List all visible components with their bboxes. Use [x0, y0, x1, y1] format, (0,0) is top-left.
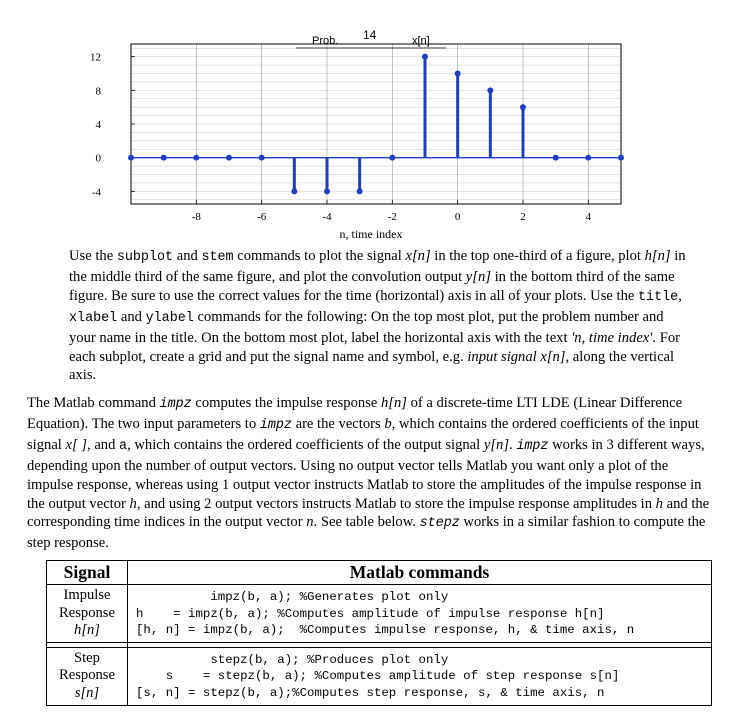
title-signal: x[n]	[412, 35, 430, 47]
stem-marker	[259, 155, 265, 161]
plot-grid	[131, 44, 621, 204]
stem-marker	[487, 87, 493, 93]
stem-marker	[422, 54, 428, 60]
y-tick-label: 0	[95, 152, 101, 165]
commands-impulse: impz(b, a); %Generates plot only h = impz(b, a); %Computes amplitude of impulse response h[n] [h, n] = impz(b, a); %Computes impulse response, h, & time axis, n	[128, 585, 712, 643]
table-row-step	[47, 647, 712, 705]
signal-impulse: Impulse Response h[n]	[47, 585, 128, 643]
x-tick-label: -6	[257, 211, 267, 223]
header-signal: Signal	[47, 561, 128, 585]
stem-marker	[193, 155, 199, 161]
stem-marker	[389, 155, 395, 161]
stem-marker	[455, 70, 461, 76]
matlab-commands-table	[46, 560, 712, 706]
y-tick-label: 8	[95, 85, 101, 98]
stem-marker	[618, 155, 624, 161]
commands-step: stepz(b, a); %Produces plot only s = stepz(b, a); %Computes amplitude of step response s[n] [s, n] = stepz(b, a);%Computes step response, s, & time axis, n	[128, 647, 712, 705]
instructions-paragraph: Use the subplot and stem commands to plot the signal x[n] in the top one-third of a figure, plot h[n] in the middle third of the same figure, and plot the convolution output y[n] in the bottom third of the same figure. Be sure to use the correct values for the time (horizontal) axis in all of your plots. Use the title, xlabel and ylabel commands for the following: On the top most plot, put the problem number and your name in the title. On the bottom most plot, label the horizontal axis with the text 'n, time index'. For each subplot, create a grid and put the signal name and symbol, e.g. input signal x[n], along the vertical axis.	[69, 248, 686, 384]
title-prob: Prob.	[312, 35, 339, 47]
x-axis-label: n, time index	[339, 227, 403, 241]
stem-plot	[0, 0, 736, 245]
x-tick-label: 0	[454, 211, 461, 223]
stem-marker	[161, 155, 167, 161]
y-tick-label: -4	[91, 186, 101, 199]
impz-description-paragraph: The Matlab command impz computes the impulse response h[n] of a discrete-time LTI LDE (Linear Difference Equation). The two input parameters to impz are the vectors b, which contains the ordered coefficients of the input signal x[ ], and a, which contains the ordered coefficients of the output signal y[n]. impz works in 3 different ways, depending upon the number of output vectors. Using no output vector tells Matlab you want only a plot of the impulse response, whereas using 1 output vector instructs Matlab to store the amplitudes of the impulse response in the output vector h, and using 2 output vectors instructs Matlab to store the impulse response amplitudes in h and the corresponding time indices in the output vector n. See table below. stepz works in a similar fashion to compute the step response.	[27, 395, 710, 552]
signal-step: Step Response s[n]	[47, 647, 128, 705]
x-tick-label: 4	[585, 211, 592, 223]
x-tick-label: -4	[322, 211, 332, 223]
stem-marker	[128, 155, 134, 161]
stem-marker	[520, 104, 526, 110]
table-row-impulse	[47, 585, 712, 643]
x-tick-label: -8	[191, 211, 201, 223]
x-tick-label: -2	[387, 211, 397, 223]
y-tick-label: 4	[95, 119, 101, 131]
stem-marker	[553, 155, 559, 161]
table-header-row	[47, 561, 712, 585]
x-tick-label: 2	[520, 211, 526, 223]
title-number: 14	[363, 28, 377, 42]
header-commands: Matlab commands	[128, 561, 712, 585]
stem-marker	[585, 155, 591, 161]
stem-marker	[324, 188, 330, 194]
stem-marker	[291, 188, 297, 194]
stem-marker	[357, 188, 363, 194]
axis-ticks	[90, 52, 592, 223]
y-tick-label: 12	[90, 51, 101, 64]
stem-marker	[226, 155, 232, 161]
